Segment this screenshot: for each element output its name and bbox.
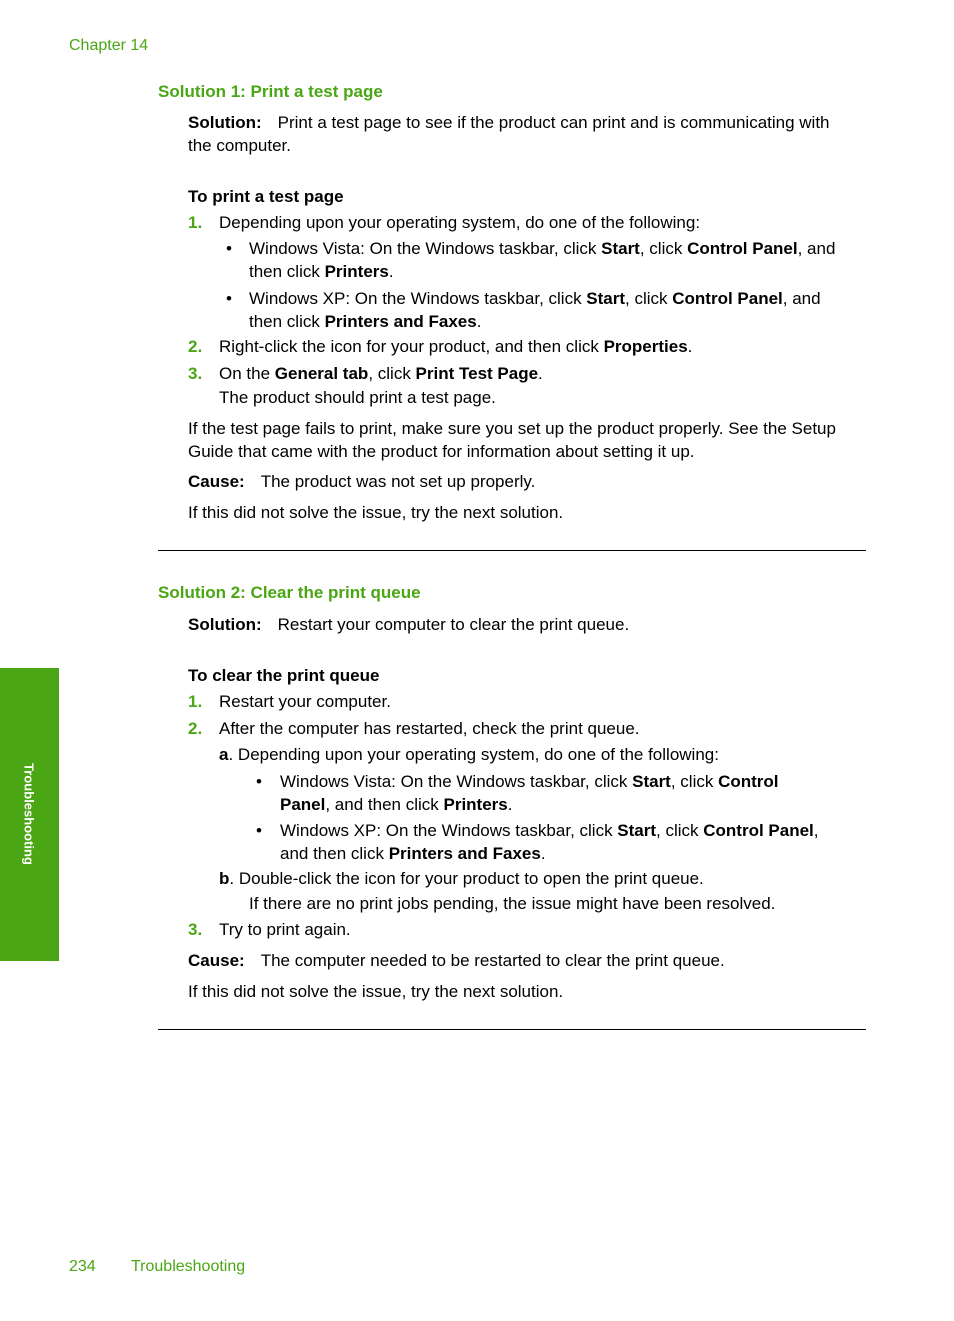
list-item (249, 237, 869, 283)
sub-step-text: . Double-click the icon for your product to open the print queue. (229, 869, 704, 888)
step-text-part: Right-click the icon for your product, and then click (219, 337, 604, 356)
sub-step (219, 867, 704, 890)
list-item-bold: Start (586, 289, 626, 308)
list-item-text: , and then click (325, 795, 444, 814)
chapter-label: Chapter 14 (69, 37, 149, 54)
bullet-icon: • (226, 239, 232, 258)
list-item-bold: Start (601, 239, 640, 258)
step-number: 3. (188, 364, 203, 383)
cause-text: The product was not set up properly. (260, 472, 536, 491)
list-item-bold: Control Panel (687, 239, 798, 258)
cause-paragraph (188, 470, 868, 493)
sub-step-note: If there are no print jobs pending, the issue might have been resolved. (249, 894, 776, 913)
step-number: 3. (188, 920, 203, 939)
list-item-text: . (507, 795, 513, 814)
list-item (280, 770, 870, 816)
step-number: 2. (188, 337, 203, 356)
step-number: 1. (188, 213, 203, 232)
procedure-title: To clear the print queue (188, 666, 380, 685)
cause-label: Cause: (188, 472, 245, 491)
fail-text: Guide that came with the product for information about setting it up. (188, 442, 695, 461)
list-item-text: Windows XP: On the Windows taskbar, click (249, 289, 587, 308)
list-item-bold: Start (632, 772, 671, 791)
list-item-text: , (813, 821, 819, 840)
list-item-text: , click (656, 821, 704, 840)
step-number: 2. (188, 719, 203, 738)
solution-label: Solution: (188, 113, 262, 132)
solution-1-title: Solution 1: Print a test page (158, 82, 383, 101)
next-solution-text: If this did not solve the issue, try the next solution. (188, 982, 564, 1001)
list-item (280, 819, 870, 865)
list-item-bold: Control Panel (672, 289, 783, 308)
footer-section: Troubleshooting (131, 1258, 246, 1275)
step-text-part: . (538, 364, 543, 383)
cause-paragraph (188, 949, 868, 972)
list-item-text: . (540, 844, 546, 863)
solution-2-solution-paragraph (188, 613, 868, 636)
cause-text: The computer needed to be restarted to clear the print queue. (260, 951, 725, 970)
side-tab-label: Troubleshooting (21, 763, 37, 865)
solution-text: Restart your computer to clear the print queue. (277, 615, 630, 634)
list-item-text: , click (625, 289, 673, 308)
step-text-part: On the (219, 364, 275, 383)
step-text: Try to print again. (219, 920, 351, 939)
step-number: 1. (188, 692, 203, 711)
fail-text: If the test page fails to print, make sure you set up the product properly. See the Setup (188, 419, 836, 438)
solution-2-title: Solution 2: Clear the print queue (158, 583, 421, 602)
procedure-title: To print a test page (188, 187, 344, 206)
bullet-icon: • (256, 821, 262, 840)
solution-1-solution-paragraph (188, 111, 868, 157)
bullet-icon: • (226, 289, 232, 308)
sub-step-text: . Depending upon your operating system, do one of the following: (228, 745, 719, 764)
list-item (249, 287, 869, 333)
solution-label: Solution: (188, 615, 262, 634)
list-item-text: then click (249, 312, 325, 331)
divider (158, 1029, 866, 1030)
step-text-part: , click (368, 364, 416, 383)
step-text: After the computer has restarted, check the print queue. (219, 719, 640, 738)
step-text (219, 335, 692, 358)
cause-label: Cause: (188, 951, 245, 970)
list-item-text: and then click (280, 844, 389, 863)
list-item-text: . (476, 312, 482, 331)
list-item-bold: Printers (324, 262, 389, 281)
list-item-text: Windows Vista: On the Windows taskbar, click (249, 239, 602, 258)
list-item-bold: Printers and Faxes (324, 312, 477, 331)
list-item-bold: Printers and Faxes (388, 844, 541, 863)
list-item-text: , and (797, 239, 836, 258)
fail-paragraph (188, 417, 868, 463)
step-text-bold: General tab (274, 364, 369, 383)
list-item-text: , click (639, 239, 688, 258)
step-text: Depending upon your operating system, do one of the following: (219, 213, 701, 232)
bullet-icon: • (256, 772, 262, 791)
list-item-text: Windows XP: On the Windows taskbar, click (280, 821, 618, 840)
sub-step-label: a (219, 745, 229, 764)
list-item-bold: Control Panel (703, 821, 814, 840)
step-text-part: . (687, 337, 693, 356)
list-item-bold: Start (617, 821, 657, 840)
sub-step-label: b (219, 869, 230, 888)
list-item-bold: Panel (280, 795, 326, 814)
list-item-text: Windows Vista: On the Windows taskbar, click (280, 772, 633, 791)
list-item-text: . (388, 262, 394, 281)
list-item-bold: Printers (443, 795, 508, 814)
step-text-bold: Properties (603, 337, 688, 356)
step-text-bold: Print Test Page (415, 364, 539, 383)
step-text: Restart your computer. (219, 692, 391, 711)
list-item-text: , and (782, 289, 821, 308)
solution-text-cont: the computer. (188, 136, 292, 155)
list-item-text: , click (670, 772, 719, 791)
page-number: 234 (69, 1258, 96, 1275)
solution-text: Print a test page to see if the product can print and is communicating with (277, 113, 830, 132)
sub-step (219, 743, 719, 766)
list-item-text: then click (249, 262, 325, 281)
step-text (219, 362, 543, 385)
divider (158, 550, 866, 551)
list-item-bold: Control (718, 772, 779, 791)
step-note: The product should print a test page. (219, 388, 496, 407)
next-solution-text: If this did not solve the issue, try the next solution. (188, 503, 564, 522)
